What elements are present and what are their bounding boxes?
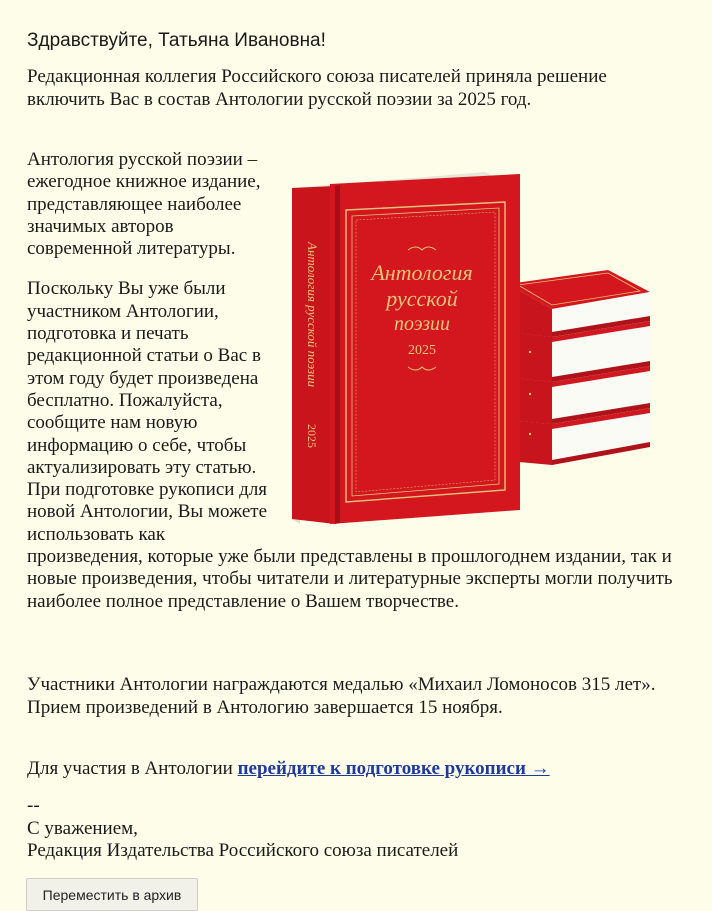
signature (27, 795, 458, 863)
spine-title: Антология русской поэзии (305, 242, 320, 388)
greeting: Здравствуйте, Татьяна Ивановна! (27, 30, 326, 51)
cta-prefix: Для участия в Антологии (27, 758, 238, 779)
medal-paragraph: Участники Антологии награждаются медалью «Михаил Ломоносов 315 лет». Прием произведений в Антологию завершается 15 ноября. (27, 674, 656, 718)
intro-paragraph: Редакционная коллегия Российского союза писателей приняла решение включить Вас в состав Антологии русской поэзии за 2025 год. (27, 66, 607, 110)
cover-title-3: поэзии (393, 313, 451, 335)
move-to-archive-button[interactable]: Переместить в архив (26, 878, 198, 911)
signature-org: Редакция Издательства Российского союза писателей (27, 840, 459, 861)
spine-year: 2025 (305, 424, 319, 448)
about-paragraph: Антология русской поэзии – ежегодное книжное издание, представляющее наиболее значимых авторов современной литературы. (27, 149, 261, 260)
signature-regards: С уважением, (27, 817, 138, 839)
book-stack (508, 270, 650, 465)
prepare-manuscript-link[interactable]: перейдите к подготовке рукописи → (237, 758, 550, 779)
details-paragraph: Поскольку Вы уже были участником Антологии, подготовка и печать редакционной статьи о Вас в этом году будет произведена бесплатно. Пожалуйста, сообщите нам новую информацию о себе, чтобы актуализировать эту статью. При подготовке рукописи для новой Антологии, Вы можете использовать как произведения, которые уже были представлены в прошлогоднем издании, так и новые произведения, чтобы читатели и литературные эксперты могли получить наиболее полное представление о Вашем творчестве. (27, 278, 673, 612)
main-book (292, 172, 520, 524)
cover-year: 2025 (408, 343, 436, 358)
signature-dash: -- (27, 795, 40, 816)
cta-paragraph (27, 758, 550, 780)
anthology-book-image (290, 172, 650, 527)
cover-title-1: Антология (371, 260, 473, 285)
cover-title-2: русской (386, 286, 458, 311)
